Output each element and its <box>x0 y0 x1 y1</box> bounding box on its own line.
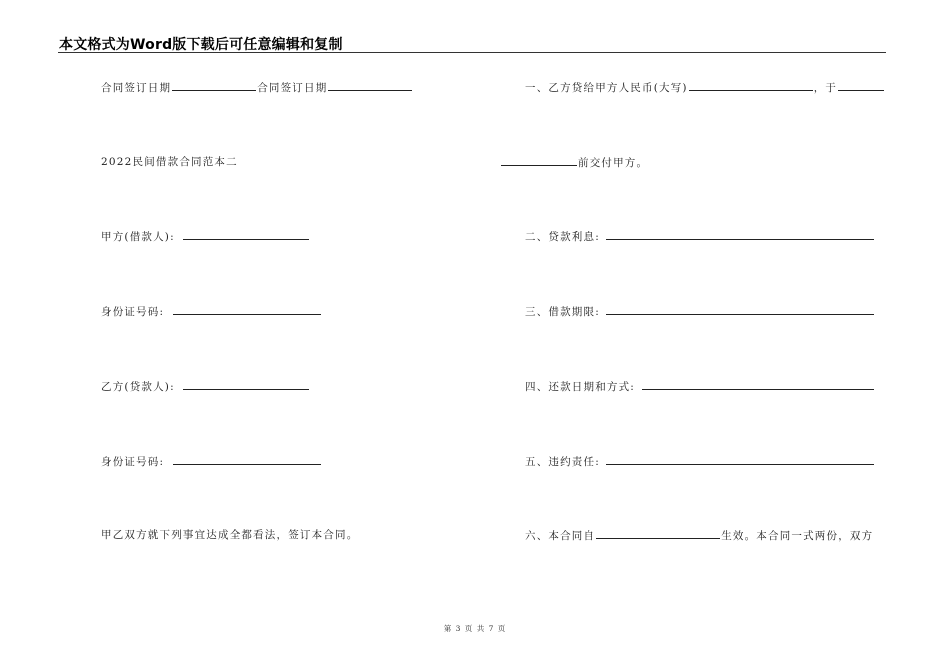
clause-4-label: 四、还款日期和方式: <box>525 381 636 393</box>
signing-date-label-1: 合同签订日期 <box>101 82 172 94</box>
clause-1-deadline-blank <box>501 155 577 166</box>
document-header-title: 本文格式为Word版下载后可任意编辑和复制 <box>59 37 343 53</box>
clause-1-date-blank <box>838 80 884 91</box>
id-number-a-row <box>101 304 322 319</box>
signing-date-label-2: 合同签订日期 <box>257 82 328 94</box>
agreement-intro: 甲乙双方就下列事宜达成全都看法，签订本合同。 <box>101 529 359 541</box>
clause-2-label: 二、贷款利息: <box>525 231 600 243</box>
clause-5-blank <box>606 454 874 465</box>
clause-1-mid: ，于 <box>813 82 838 94</box>
id-number-b-label: 身份证号码: <box>101 456 165 468</box>
id-number-b-blank <box>173 454 321 465</box>
clause-1-row <box>525 80 885 95</box>
clause-3-row <box>525 304 875 319</box>
party-a-blank <box>183 229 309 240</box>
clause-5-label: 五、违约责任: <box>525 456 600 468</box>
party-a-row <box>101 229 310 244</box>
clause-4-blank <box>642 379 874 390</box>
clause-6-end: 生效。本合同一式两份，双方 <box>721 530 874 542</box>
clause-1-amount-blank <box>689 80 813 91</box>
clause-2-blank <box>606 229 874 240</box>
party-b-label: 乙方(贷款人): <box>101 381 175 393</box>
clause-4-row <box>525 379 875 394</box>
page-number-footer: 第 3 页 共 7 页 <box>443 624 507 633</box>
clause-1-continued-row <box>500 155 648 170</box>
id-number-a-blank <box>173 304 321 315</box>
clause-1-end: 前交付甲方。 <box>578 157 649 169</box>
header-divider <box>58 52 886 53</box>
id-number-a-label: 身份证号码: <box>101 306 165 318</box>
clause-3-blank <box>606 304 874 315</box>
clause-2-row <box>525 229 875 244</box>
party-b-row <box>101 379 310 394</box>
id-number-b-row <box>101 454 322 469</box>
clause-1-start: 一、乙方贷给甲方人民币(大写) <box>525 82 688 94</box>
clause-3-label: 三、借款期限: <box>525 306 600 318</box>
party-a-label: 甲方(借款人): <box>101 231 175 243</box>
signing-date-blank-1 <box>172 80 256 91</box>
clause-6-start: 六、本合同自 <box>525 530 596 542</box>
clause-5-row <box>525 454 875 469</box>
document-title: 2022民间借款合同范本二 <box>101 156 238 168</box>
clause-6-row <box>525 528 873 543</box>
signing-date-blank-2 <box>328 80 412 91</box>
clause-6-blank <box>596 528 720 539</box>
signing-date-row <box>101 80 413 95</box>
party-b-blank <box>183 379 309 390</box>
